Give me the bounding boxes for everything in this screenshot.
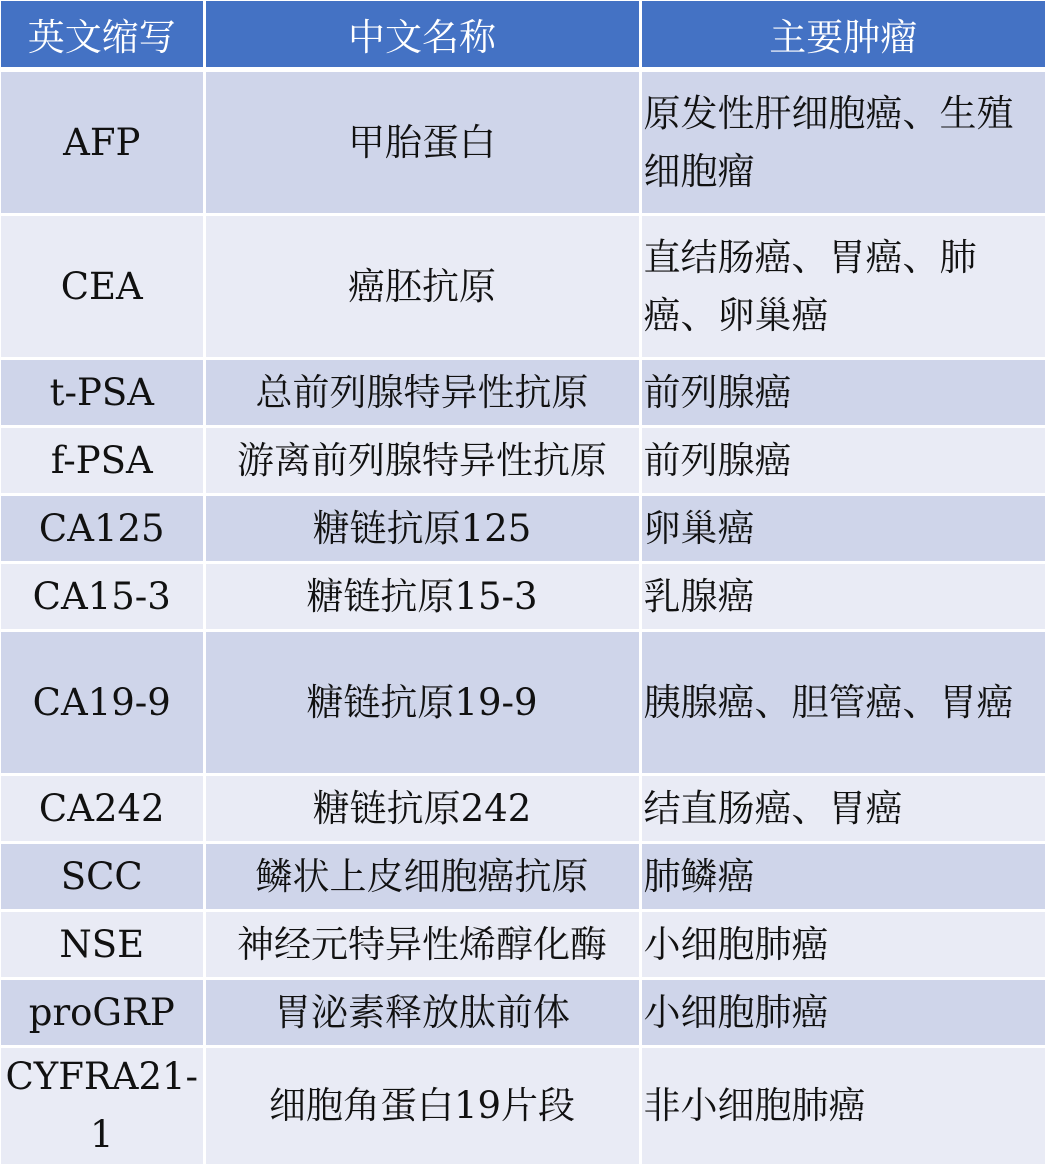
cell-abbr: AFP (1, 70, 204, 215)
cell-abbr: CEA (1, 215, 204, 359)
table-row (1, 911, 1045, 979)
cell-tumor: 非小细胞肺癌 (640, 1047, 1045, 1166)
tumor-marker-table-container (1, 1, 1045, 1167)
cell-abbr: t-PSA (1, 359, 204, 427)
cell-tumor: 原发性肝细胞癌、生殖细胞瘤 (640, 70, 1045, 215)
cell-tumor: 卵巢癌 (640, 495, 1045, 563)
tumor-marker-table (1, 1, 1045, 1167)
table-row (1, 427, 1045, 495)
cell-name: 游离前列腺特异性抗原 (204, 427, 640, 495)
cell-tumor: 胰腺癌、胆管癌、胃癌 (640, 631, 1045, 775)
cell-abbr: CA242 (1, 775, 204, 843)
cell-name: 糖链抗原125 (204, 495, 640, 563)
cell-name: 鳞状上皮细胞癌抗原 (204, 843, 640, 911)
cell-name: 总前列腺特异性抗原 (204, 359, 640, 427)
cell-tumor: 结直肠癌、胃癌 (640, 775, 1045, 843)
table-row (1, 70, 1045, 215)
cell-name: 胃泌素释放肽前体 (204, 979, 640, 1047)
header-abbr: 英文缩写 (1, 1, 204, 70)
table-row (1, 563, 1045, 631)
cell-abbr: CA19-9 (1, 631, 204, 775)
cell-tumor: 肺鳞癌 (640, 843, 1045, 911)
header-name: 中文名称 (204, 1, 640, 70)
cell-abbr: proGRP (1, 979, 204, 1047)
table-row (1, 979, 1045, 1047)
cell-tumor: 小细胞肺癌 (640, 979, 1045, 1047)
cell-tumor: 乳腺癌 (640, 563, 1045, 631)
cell-abbr: f-PSA (1, 427, 204, 495)
cell-name: 甲胎蛋白 (204, 70, 640, 215)
cell-tumor: 小细胞肺癌 (640, 911, 1045, 979)
cell-abbr: SCC (1, 843, 204, 911)
cell-name: 癌胚抗原 (204, 215, 640, 359)
header-tumor: 主要肿瘤 (640, 1, 1045, 70)
cell-name: 糖链抗原242 (204, 775, 640, 843)
cell-name: 神经元特异性烯醇化酶 (204, 911, 640, 979)
table-row (1, 495, 1045, 563)
table-row (1, 215, 1045, 359)
cell-tumor: 前列腺癌 (640, 359, 1045, 427)
cell-abbr: CA125 (1, 495, 204, 563)
cell-abbr: NSE (1, 911, 204, 979)
table-header-row (1, 1, 1045, 70)
cell-tumor: 前列腺癌 (640, 427, 1045, 495)
cell-abbr: CYFRA21-1 (1, 1047, 204, 1166)
table-row (1, 843, 1045, 911)
cell-tumor: 直结肠癌、胃癌、肺癌、卵巢癌 (640, 215, 1045, 359)
table-row (1, 775, 1045, 843)
cell-name: 细胞角蛋白19片段 (204, 1047, 640, 1166)
table-row (1, 359, 1045, 427)
cell-abbr: CA15-3 (1, 563, 204, 631)
table-row (1, 631, 1045, 775)
table-row (1, 1047, 1045, 1166)
cell-name: 糖链抗原15-3 (204, 563, 640, 631)
cell-name: 糖链抗原19-9 (204, 631, 640, 775)
